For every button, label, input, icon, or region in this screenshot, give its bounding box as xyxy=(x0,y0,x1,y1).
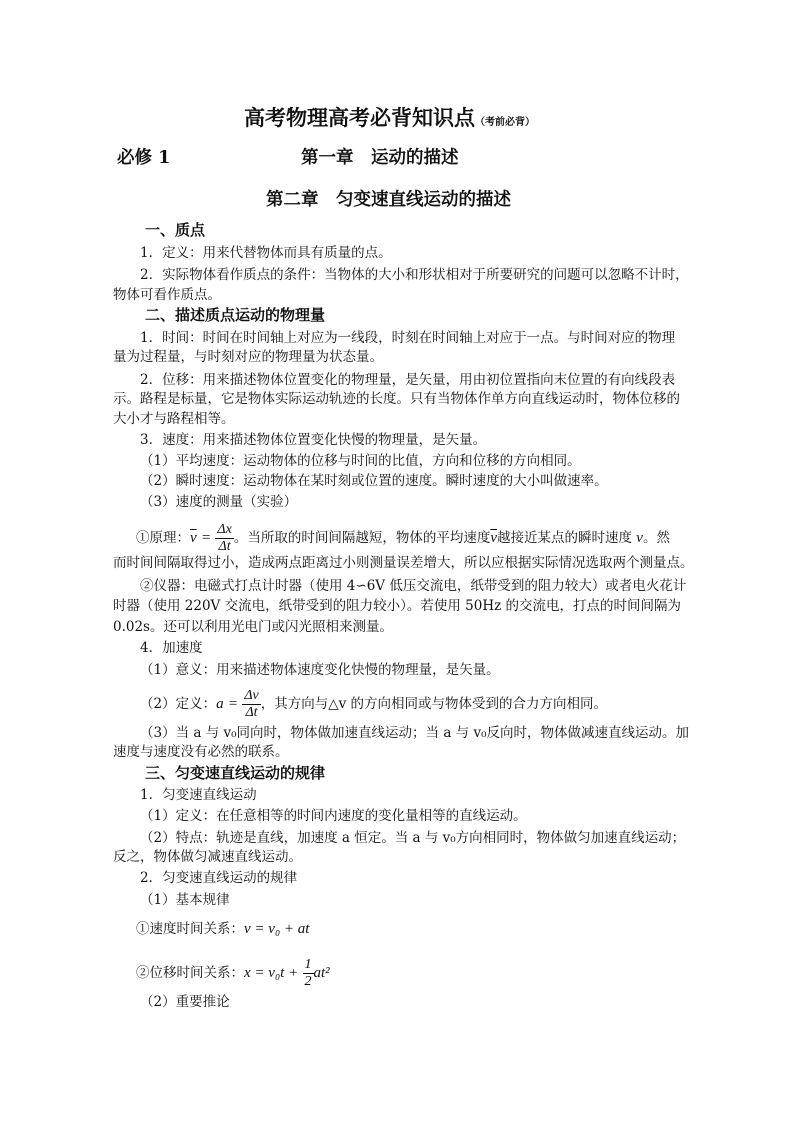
acceleration-fraction: $\frac{\Delta v}{\Delta t}$ xyxy=(244,688,259,720)
velocity-fraction: $\frac{\Delta x}{\Delta t}$ xyxy=(217,522,232,554)
paragraph: 1．匀变速直线运动 xyxy=(140,787,257,803)
average-velocity-symbol: $\overline{v}$ xyxy=(190,530,197,546)
paragraph: 示。路程是标量，它是物体实际运动轨迹的长度。只有当物体作单方向直线运动时，物体位移的 xyxy=(113,391,680,407)
paragraph: 物体可看作质点。 xyxy=(113,287,221,303)
velocity-time-formula: ①速度时间关系：v = v₀ + at xyxy=(136,921,310,937)
principle-line: ①原理：$\overline{v}$ = $\frac{\Delta x}{\Delta t}$ 。当所取的时间间隔越短，物体的平均速度$\overline{v}$越接近某点的瞬时速度 v。然 xyxy=(136,522,670,554)
half-fraction: $\frac{1}{2}$ xyxy=(304,957,312,989)
displacement-time-formula: ②位移时间关系：x = v₀t + $\frac{1}{2}$ at² xyxy=(136,957,330,989)
paragraph: 2．实际物体看作质点的条件：当物体的大小和形状相对于所要研究的问题可以忽略不计时， xyxy=(140,267,689,283)
paragraph: （1）基本规律 xyxy=(140,892,230,908)
paragraph: 量为过程量，与时刻对应的物理量为状态量。 xyxy=(113,349,383,365)
section-1-heading: 一、质点 xyxy=(145,221,206,239)
paragraph: （2）重要推论 xyxy=(140,994,230,1010)
paragraph: 0.02s。还可以利用光电门或闪光照相来测量。 xyxy=(113,619,393,635)
paragraph: 3．速度：用来描述物体位置变化快慢的物理量，是矢量。 xyxy=(140,432,487,448)
paragraph: 2．匀变速直线运动的规律 xyxy=(140,870,298,886)
paragraph: （3）速度的测量（实验） xyxy=(140,494,298,510)
chapter-2-heading: 第二章 匀变速直线运动的描述 xyxy=(266,190,511,210)
title-note: （考前必背） xyxy=(475,117,535,128)
paragraph: 大小才与路程相等。 xyxy=(113,411,235,427)
document-title xyxy=(244,105,535,133)
acceleration-definition: （2）定义：a = $\frac{\Delta v}{\Delta t}$ ，其方向与△v 的方向相同或与物体受到的合力方向相同。 xyxy=(140,688,608,720)
paragraph: ②仪器：电磁式打点计时器（使用 4∽6V 低压交流电，纸带受到的阻力较大）或者电火花计 xyxy=(140,578,687,594)
title-text: 高考物理高考必背知识点 xyxy=(244,105,475,130)
paragraph: （2）特点：轨迹是直线，加速度 a 恒定。当 a 与 v₀方向相同时，物体做匀加速直线运动； xyxy=(140,830,686,846)
book-label: 必修 1 xyxy=(117,148,171,168)
chapter-1-heading: 第一章 运动的描述 xyxy=(301,148,459,168)
paragraph: （1）平均速度：运动物体的位移与时间的比值，方向和位移的方向相同。 xyxy=(140,453,581,469)
paragraph: 反之，物体做匀减速直线运动。 xyxy=(113,849,302,865)
paragraph: 速度与速度没有必然的联系。 xyxy=(113,744,289,760)
paragraph: 1．定义：用来代替物体而具有质量的点。 xyxy=(140,245,392,261)
paragraph: 而时间间隔取得过小，造成两点距离过小则测量误差增大，所以应根据实际情况选取两个测量点。 xyxy=(113,555,694,571)
section-3-heading: 三、匀变速直线运动的规律 xyxy=(145,764,326,782)
paragraph: （2）瞬时速度：运动物体在某时刻或位置的速度。瞬时速度的大小叫做速率。 xyxy=(140,473,608,489)
paragraph: 2．位移：用来描述物体位置变化的物理量，是矢量，用由初位置指向末位置的有向线段表 xyxy=(140,372,676,388)
paragraph: （1）定义：在任意相等的时间内速度的变化量相等的直线运动。 xyxy=(140,808,527,824)
paragraph: （1）意义：用来描述物体速度变化快慢的物理量，是矢量。 xyxy=(140,662,500,678)
paragraph: （3）当 a 与 v₀同向时，物体做加速直线运动；当 a 与 v₀反向时，物体做减速直线运动。加 xyxy=(140,725,690,741)
paragraph: 4．加速度 xyxy=(140,640,203,656)
paragraph: 1．时间：时间在时间轴上对应为一线段，时刻在时间轴上对应于一点。与时间对应的物理 xyxy=(140,330,676,346)
paragraph: 时器（使用 220V 交流电，纸带受到的阻力较小）。若使用 50Hz 的交流电，打点的时间间隔为 xyxy=(113,598,681,614)
section-2-heading: 二、描述质点运动的物理量 xyxy=(145,306,326,324)
